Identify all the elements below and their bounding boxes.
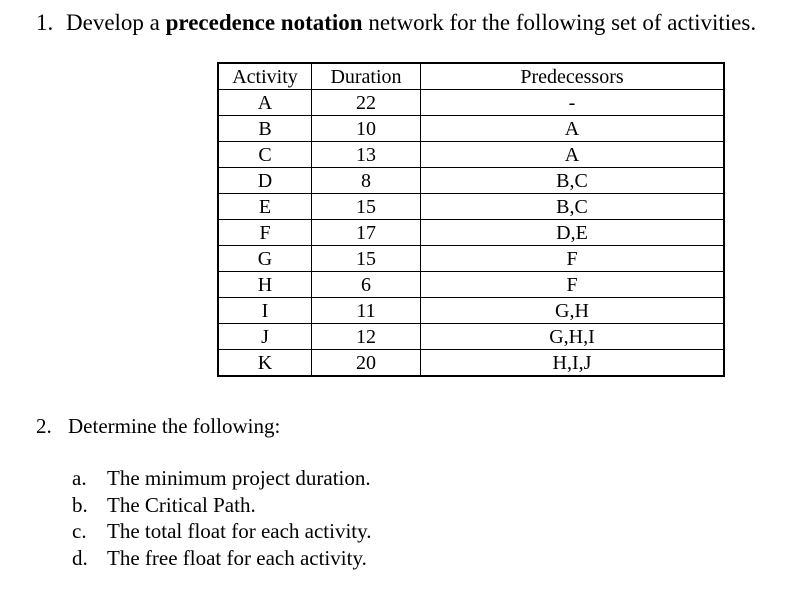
activity-cell: K (218, 350, 312, 377)
predecessors-cell: B,C (421, 168, 725, 194)
duration-cell: 17 (312, 220, 421, 246)
predecessors-cell: A (421, 142, 725, 168)
activity-cell: C (218, 142, 312, 168)
duration-cell: 10 (312, 116, 421, 142)
list-item-text: The free float for each activity. (107, 545, 367, 570)
table-row (218, 142, 724, 168)
question-2-number: 2. (36, 414, 52, 438)
header-activity: Activity (218, 63, 312, 90)
predecessors-cell: F (421, 272, 725, 298)
activity-cell: D (218, 168, 312, 194)
list-item-text: The total float for each activity. (107, 519, 372, 543)
list-item-marker: b. (72, 492, 88, 517)
table-row (218, 90, 724, 116)
activity-cell: H (218, 272, 312, 298)
question-1-text-after: network for the following set of activities. (362, 10, 757, 35)
activity-cell: F (218, 220, 312, 246)
list-item-marker: d. (72, 545, 88, 570)
activity-cell: G (218, 246, 312, 272)
table-row (218, 350, 724, 377)
duration-cell: 22 (312, 90, 421, 116)
list-item (72, 518, 372, 545)
duration-cell: 20 (312, 350, 421, 377)
table-header-row (218, 63, 724, 90)
predecessors-cell: B,C (421, 194, 725, 220)
question-1-text-before: Develop a (66, 10, 166, 35)
question-1 (36, 10, 756, 36)
table-row (218, 116, 724, 142)
question-2 (36, 413, 280, 439)
predecessors-cell: G,H,I (421, 324, 725, 350)
duration-cell: 15 (312, 194, 421, 220)
question-2-sublist (72, 465, 372, 571)
duration-cell: 13 (312, 142, 421, 168)
table-row (218, 324, 724, 350)
activity-cell: A (218, 90, 312, 116)
header-duration: Duration (312, 63, 421, 90)
predecessors-cell: D,E (421, 220, 725, 246)
predecessors-cell: - (421, 90, 725, 116)
list-item-text: The Critical Path. (107, 492, 256, 517)
duration-cell: 12 (312, 324, 421, 350)
predecessors-cell: H,I,J (421, 350, 725, 377)
predecessors-cell: G,H (421, 298, 725, 324)
question-1-number: 1. (36, 10, 54, 35)
activity-cell: I (218, 298, 312, 324)
predecessors-cell: F (421, 246, 725, 272)
question-2-text: Determine the following: (68, 414, 281, 438)
table-row (218, 194, 724, 220)
table-row (218, 220, 724, 246)
duration-cell: 6 (312, 272, 421, 298)
question-1-bold-text: precedence notation (165, 10, 363, 35)
list-item (72, 492, 372, 519)
activity-cell: J (218, 324, 312, 350)
table-row (218, 168, 724, 194)
table-row (218, 272, 724, 298)
activities-table (217, 62, 725, 377)
activity-cell: E (218, 194, 312, 220)
header-predecessors: Predecessors (421, 63, 725, 90)
list-item (72, 545, 372, 572)
table-row (218, 246, 724, 272)
list-item (72, 465, 372, 492)
duration-cell: 11 (312, 298, 421, 324)
duration-cell: 8 (312, 168, 421, 194)
list-item-marker: a. (72, 466, 87, 490)
table-body (218, 90, 724, 377)
predecessors-cell: A (421, 116, 725, 142)
duration-cell: 15 (312, 246, 421, 272)
list-item-marker: c. (72, 519, 87, 543)
table-row (218, 298, 724, 324)
list-item-text: The minimum project duration. (107, 466, 371, 490)
activity-cell: B (218, 116, 312, 142)
